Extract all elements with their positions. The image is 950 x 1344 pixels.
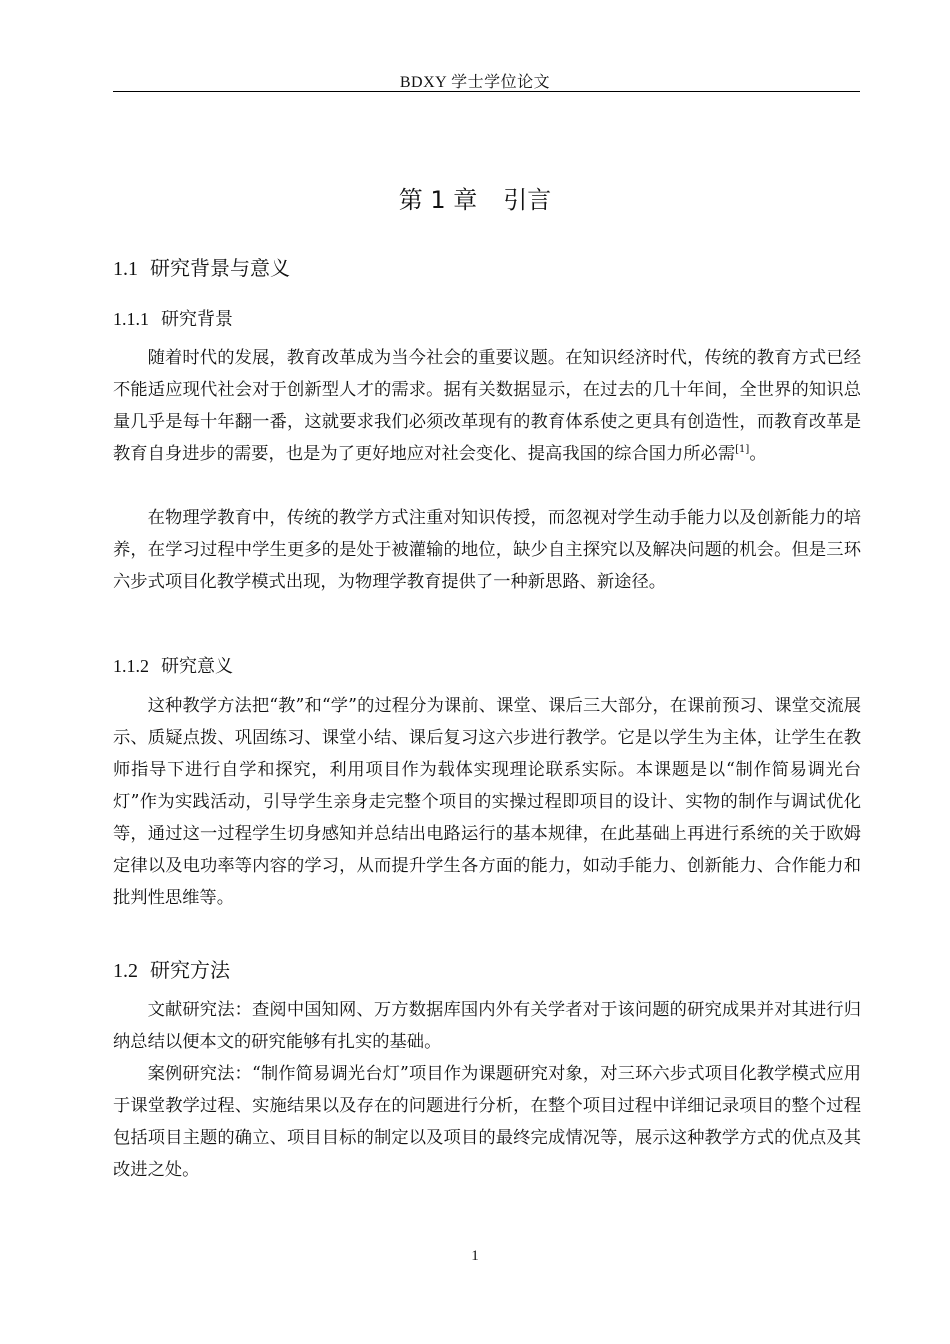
paragraph-significance (113, 690, 861, 914)
paragraph-method-literature (113, 994, 861, 1058)
section-heading-1-1 (113, 252, 290, 281)
chapter-title (0, 180, 950, 215)
paragraph-text: 案例研究法：“制作简易调光台灯”项目作为课题研究对象，对三环六步式项目化教学模式应用于课堂教学过程、实施结果以及存在的问题进行分析，在整个项目过程中详细记录项目的整个过程包括项目主题的确立、项目目标的制定以及项目的最终完成情况等，展示这种教学方式的优点及其改进之处。 (113, 1064, 861, 1180)
paragraph-text: 这种教学方法把“教”和“学”的过程分为课前、课堂、课后三大部分，在课前预习、课堂交流展示、质疑点拨、巩固练习、课堂小结、课后复习这六步进行教学。它是以学生为主体，让学生在教师指导下进行自学和探究，利用项目作为载体实现理论联系实际。本课题是以“制作简易调光台灯”作为实践活动，引导学生亲身走完整个项目的实操过程即项目的设计、实物的制作与调试优化等，通过这一过程学生切身感知并总结出电路运行的基本规律，在此基础上再进行系统的关于欧姆定律以及电功率等内容的学习，从而提升学生各方面的能力，如动手能力、创新能力、合作能力和批判性思维等。 (113, 696, 861, 908)
running-header: BDXY 学士学位论文 (399, 74, 551, 91)
page-number: 1 (471, 1248, 479, 1264)
paragraph-background-2 (113, 502, 861, 598)
subsection-number: 1.1.2 (113, 656, 149, 676)
header-rule (113, 91, 860, 92)
chapter-name: 引言 (503, 186, 552, 214)
citation-marker[interactable]: [1] (735, 444, 750, 456)
section-title: 研究方法 (150, 958, 230, 982)
subsection-heading-1-1-2 (113, 652, 233, 678)
subsection-title: 研究意义 (161, 656, 233, 677)
chapter-number: 第 1 章 (398, 186, 478, 214)
section-title: 研究背景与意义 (150, 256, 290, 280)
subsection-number: 1.1.1 (113, 309, 149, 329)
paragraph-background-1 (113, 342, 861, 470)
paragraph-tail: 。 (749, 444, 767, 464)
paragraph-text: 文献研究法：查阅中国知网、万方数据库国内外有关学者对于该问题的研究成果并对其进行归纳总结以便本文的研究能够有扎实的基础。 (113, 1000, 861, 1052)
paragraph-text: 随着时代的发展，教育改革成为当今社会的重要议题。在知识经济时代，传统的教育方式已经不能适应现代社会对于创新型人才的需求。据有关数据显示，在过去的几十年间，全世界的知识总量几乎是每十年翻一番，这就要求我们必须改革现有的教育体系使之更具有创造性，而教育改革是教育自身进步的需要，也是为了更好地应对社会变化、提高我国的综合国力所必需 (113, 348, 861, 464)
paragraph-text: 在物理学教育中，传统的教学方式注重对知识传授，而忽视对学生动手能力以及创新能力的培养，在学习过程中学生更多的是处于被灌输的地位，缺少自主探究以及解决问题的机会。但是三环六步式项目化教学模式出现，为物理学教育提供了一种新思路、新途径。 (113, 508, 861, 592)
subsection-heading-1-1-1 (113, 305, 233, 331)
subsection-title: 研究背景 (161, 309, 233, 330)
section-number: 1.2 (113, 960, 138, 982)
section-heading-1-2 (113, 954, 230, 983)
paragraph-method-case (113, 1058, 861, 1186)
section-number: 1.1 (113, 258, 138, 280)
